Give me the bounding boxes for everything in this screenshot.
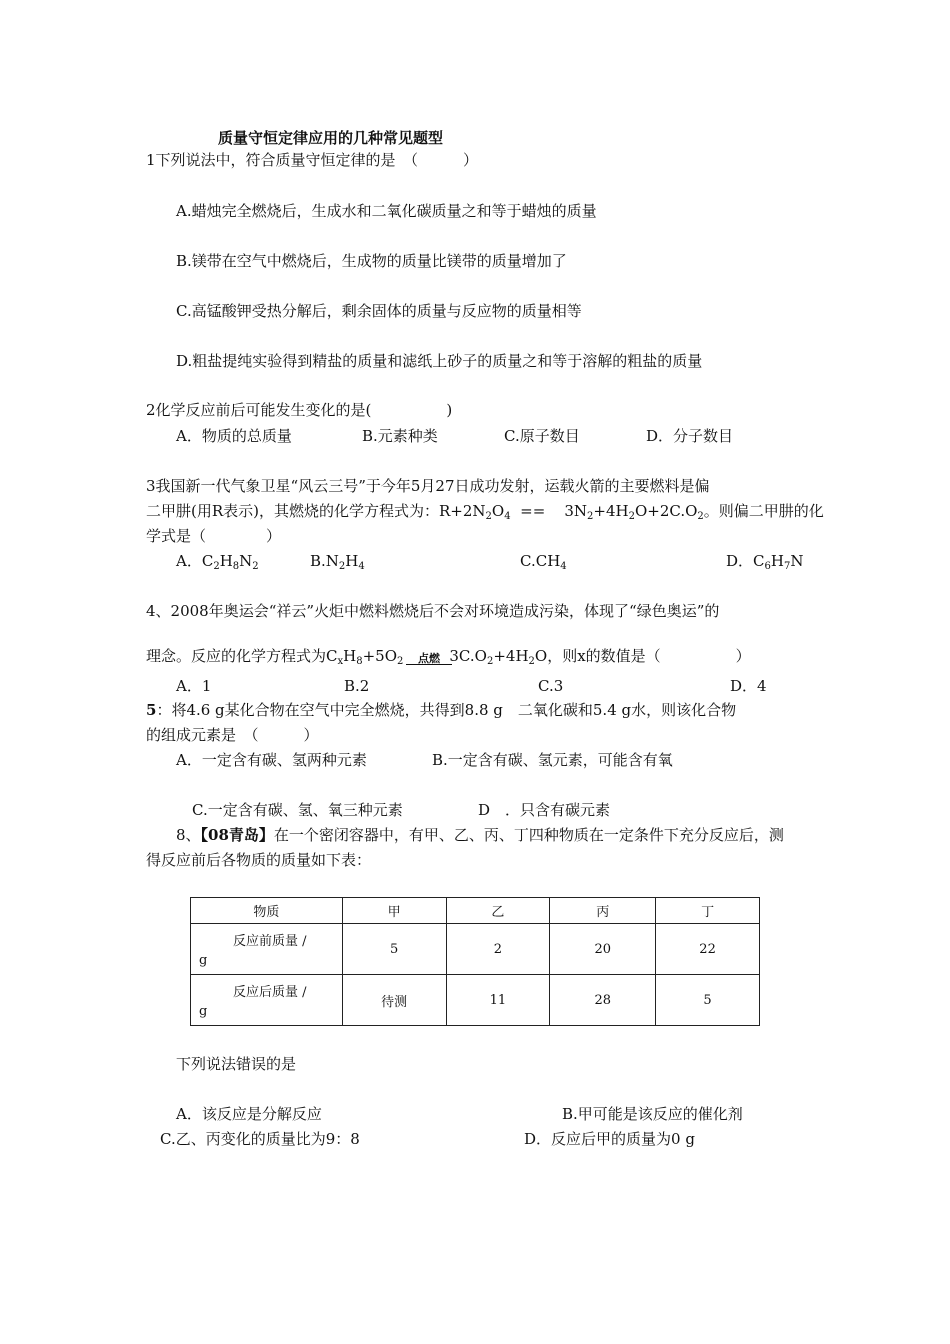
- mass-table: [190, 897, 760, 1026]
- q4-option-b: B.2: [344, 677, 370, 695]
- q1-option-c: C.高锰酸钾受热分解后，剩余固体的质量与反应物的质量相等: [176, 302, 582, 320]
- table-cell: 5: [656, 975, 760, 1026]
- q8-option-b: B.甲可能是该反应的催化剂: [562, 1105, 743, 1123]
- q4-line1: 4、2008年奥运会“祥云”火炬中燃料燃烧后不会对环境造成污染，体现了“绿色奥运”的: [146, 602, 720, 620]
- row-label: 反应前质量 / g: [191, 924, 343, 975]
- q3-option-b: $B.N_2H_4$: [310, 552, 365, 572]
- q5-line2: 的组成元素是 （ ）: [146, 726, 319, 744]
- q3-line3: 学式是（ ）: [146, 527, 282, 545]
- table-header-cell: 乙: [446, 898, 550, 924]
- table-cell: 11: [446, 975, 550, 1026]
- table-header-row: [191, 898, 760, 924]
- q3-option-a: A．$C_2H_8N_2$: [176, 552, 259, 572]
- q2-stem: 2化学反应前后可能发生变化的是( ): [146, 401, 453, 419]
- table-header-cell: 丁: [656, 898, 760, 924]
- q1-option-a: A.蜡烛完全燃烧后，生成水和二氧化碳质量之和等于蜡烛的质量: [176, 202, 597, 220]
- q3-option-c: $C.CH_4$: [520, 552, 567, 572]
- q1-option-b: B.镁带在空气中燃烧后，生成物的质量比镁带的质量增加了: [176, 252, 567, 270]
- table-cell: 20: [550, 924, 656, 975]
- q1-option-d: D.粗盐提纯实验得到精盐的质量和滤纸上砂子的质量之和等于溶解的粗盐的质量: [176, 352, 703, 370]
- page-title: 质量守恒定律应用的几种常见题型: [218, 129, 444, 147]
- q4-option-c: C.3: [538, 677, 564, 695]
- q3-equals-sign: ==: [520, 502, 546, 520]
- q3-line2: 二甲肼(用R表示)，其燃烧的化学方程式为：$R+2N_2O_4$ == $3N_2+4H_2O+2C.O_2$。则偏二甲肼的化: [146, 502, 824, 522]
- q8-prompt: 下列说法错误的是: [176, 1055, 297, 1073]
- table-cell: 22: [656, 924, 760, 975]
- q3-line1: 3我国新一代气象卫星“风云三号”于今年5月27日成功发射，运载火箭的主要燃料是偏: [146, 477, 710, 495]
- table-cell: 5: [342, 924, 446, 975]
- row-label: 反应后质量 / g: [191, 975, 343, 1026]
- reaction-condition-label: 点燃: [418, 652, 440, 665]
- q4-option-d: D．4: [730, 677, 767, 695]
- table-row: [191, 975, 760, 1026]
- q5-option-a: A．一定含有碳、氢两种元素: [176, 751, 367, 769]
- table-cell: 待测: [342, 975, 446, 1026]
- q5-option-c: C.一定含有碳、氢、氧三种元素: [192, 801, 403, 819]
- q5-line1: 5：将4.6 g某化合物在空气中完全燃烧，共得到8.8 g 二氧化碳和5.4 g水，则该化合物: [146, 701, 737, 719]
- q4-line2: 理念。反应的化学方程式为$C_xH_8+5O_2$ $3C.O_2+4H_2O$，则x的数值是（ ）: [146, 647, 751, 667]
- table-cell: 2: [446, 924, 550, 975]
- q2-option-a: A．物质的总质量: [176, 427, 292, 445]
- table-header-cell: 丙: [550, 898, 656, 924]
- q4-option-a: A．1: [176, 677, 212, 695]
- table-cell: 28: [550, 975, 656, 1026]
- q2-option-c: C.原子数目: [504, 427, 580, 445]
- q1-stem: 1下列说法中，符合质量守恒定律的是 （ ）: [146, 151, 479, 169]
- q8-option-a: A．该反应是分解反应: [176, 1105, 322, 1123]
- q8-option-c: C.乙、丙变化的质量比为9：8: [160, 1130, 360, 1148]
- table-header-cell: 甲: [342, 898, 446, 924]
- table-row: [191, 924, 760, 975]
- q8-line1: 8、【08青岛】在一个密闭容器中，有甲、乙、丙、丁四种物质在一定条件下充分反应后，测: [176, 826, 784, 844]
- q8-option-d: D．反应后甲的质量为0 g: [524, 1130, 695, 1148]
- q2-option-b: B.元素种类: [362, 427, 438, 445]
- q3-option-d: D．$C_6H_7N$: [726, 552, 804, 572]
- q8-line2: 得反应前后各物质的质量如下表：: [146, 851, 372, 869]
- q5-option-b: B.一定含有碳、氢元素，可能含有氧: [432, 751, 673, 769]
- q5-option-d: D ．只含有碳元素: [478, 801, 611, 819]
- q2-option-d: D．分子数目: [646, 427, 734, 445]
- table-header-cell: 物质: [191, 898, 343, 924]
